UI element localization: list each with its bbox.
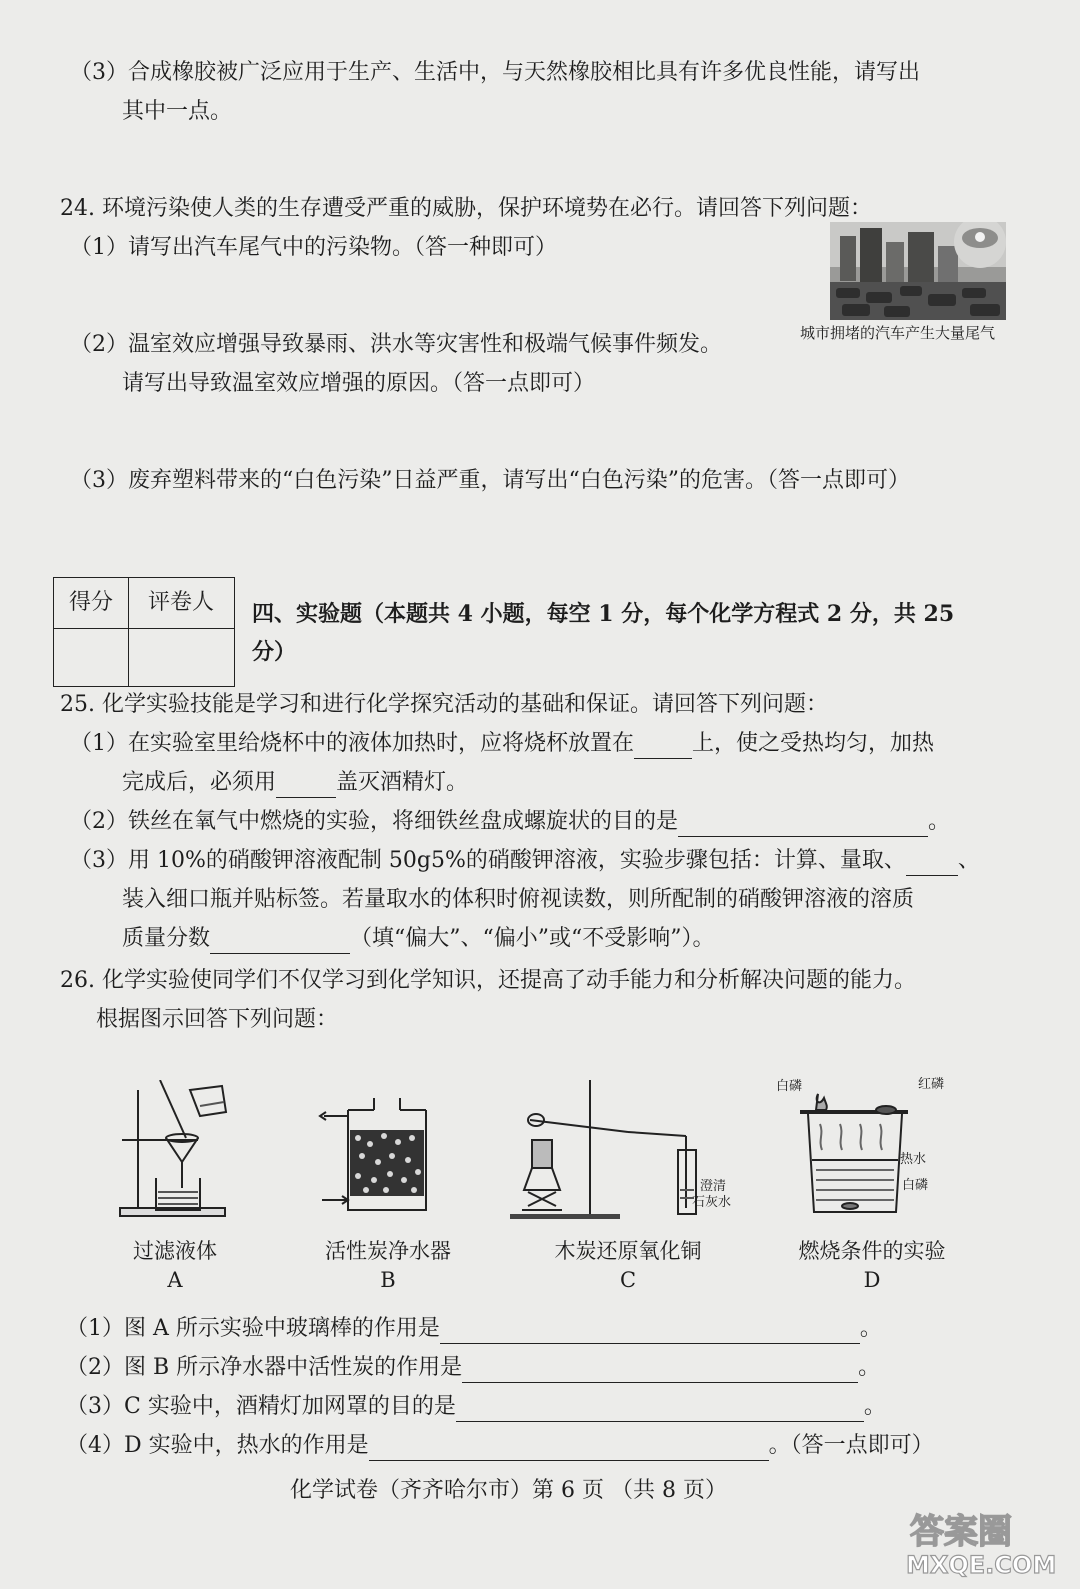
q23-3-line1: （3）合成橡胶被广泛应用于生产、生活中，与天然橡胶相比具有许多优良性能，请写出 [70,60,920,85]
q24-part2-line1: （2）温室效应增强导致暴雨、洪水等灾害性和极端气候事件频发。 [70,332,722,357]
q26-stem-line1: 26. 化学实验使同学们不仅学习到化学知识，还提高了动手能力和分析解决问题的能力。 [60,968,916,993]
answer-blank[interactable] [462,1360,858,1383]
answer-blank[interactable] [634,736,692,759]
q24-part3: （3）废弃塑料带来的“白色污染”日益严重，请写出“白色污染”的危害。（答一点即可） [70,468,910,493]
q25-stem: 25. 化学实验技能是学习和进行化学探究活动的基础和保证。请回答下列问题： [60,692,828,717]
q26-p1-text-a: （1）图 A 所示实验中玻璃棒的作用是 [66,1316,440,1341]
q25-part3-line2: 装入细口瓶并贴标签。若量取水的体积时俯视读数，则所配制的硝酸钾溶液的溶质 [122,887,915,912]
q25-part3-line3 [122,924,715,954]
q23-3-line2: 其中一点。 [122,99,233,124]
q26-part4 [66,1431,934,1461]
traffic-photo [830,222,1006,320]
answer-blank[interactable] [456,1399,864,1422]
q25-part1-line2 [122,768,468,798]
score-header: 得分 [68,590,113,615]
q26-p2-text-b: 。 [858,1355,881,1380]
fig-a-letter: A [167,1268,183,1292]
q26-part3 [66,1392,886,1422]
q25-part2 [70,807,950,837]
page-footer: 化学试卷（齐齐哈尔市）第 6 页 （共 8 页） [290,1478,727,1503]
grader-header: 评卷人 [147,590,214,615]
q26-p3-text-b: 。 [863,1394,886,1419]
q26-p3-text-a: （3）C 实验中，酒精灯加网罩的目的是 [66,1394,456,1419]
q25-p3-text-b: 、 [957,848,980,873]
q24-stem: 24. 环境污染使人类的生存遭受严重的威胁，保护环境势在必行。请回答下列问题： [60,196,872,221]
section4-title-line1: 四、实验题（本题共 4 小题，每空 1 分，每个化学方程式 2 分，共 25 [252,601,955,627]
q26-stem-line2: 根据图示回答下列问题： [96,1007,339,1032]
q25-p2-text-a: （2）铁丝在氧气中燃烧的实验，将细铁丝盘成螺旋状的目的是 [70,809,678,834]
watermark-logo [902,1503,1062,1581]
photo-caption: 城市拥堵的汽车产生大量尾气 [800,324,996,342]
q25-p3-text-e: （填“偏大”、“偏小”或“不受影响”）。 [350,926,715,951]
fig-d-label-hot-water: 热水 [900,1152,927,1167]
fig-c-caption: 木炭还原氧化铜 [554,1239,702,1263]
answer-blank[interactable] [369,1438,769,1461]
q25-p2-text-b: 。 [928,809,951,834]
score-table [53,577,235,687]
q25-p1-text-a: （1）在实验室里给烧杯中的液体加热时，应将烧杯放置在 [70,731,634,756]
fig-c-label-limewater2: 石灰水 [692,1195,732,1210]
fig-c-letter: C [619,1268,637,1292]
q25-p3-text-a: （3）用 10%的硝酸钾溶液配制 50g5%的硝酸钾溶液，实验步骤包括：计算、量取、 [70,848,906,873]
fig-d-label-white-phosphorus-top: 白磷 [776,1079,803,1094]
fig-b-caption: 活性炭净水器 [325,1239,451,1263]
answer-blank[interactable] [276,775,336,798]
q26-part2 [66,1353,880,1383]
q25-p1-text-c: 完成后，必须用 [122,770,277,795]
fig-d-label-red-phosphorus: 红磷 [918,1077,945,1092]
fig-d-letter: D [863,1268,881,1292]
q25-p3-text-d: 质量分数 [122,926,211,951]
answer-blank[interactable] [440,1321,860,1344]
q25-p1-text-d: 盖灭酒精灯。 [336,770,469,795]
fig-a-caption: 过滤液体 [133,1239,217,1263]
q26-part1 [66,1314,882,1344]
figure-b-purifier [318,1080,438,1220]
fig-d-caption: 燃烧条件的实验 [798,1239,946,1263]
q26-p4-text-b: 。（答一点即可） [768,1433,934,1458]
watermark-text: MXQE.COM [906,1551,1057,1579]
answer-blank[interactable] [906,853,958,876]
q24-part1: （1）请写出汽车尾气中的污染物。（答一种即可） [70,235,557,260]
q25-part1-line1 [70,729,934,759]
section4-title-line2: 分） [252,639,297,665]
q26-p2-text-a: （2）图 B 所示净水器中活性炭的作用是 [66,1355,463,1380]
svg-text:答案圈: 答案圈 [910,1512,1012,1552]
q24-part2-line2: 请写出导致温室效应增强的原因。（答一点即可） [122,371,596,396]
fig-b-letter: B [380,1268,396,1292]
fig-d-label-white-phosphorus-bottom: 白磷 [902,1178,929,1193]
q25-part3-line1 [70,846,980,876]
answer-blank[interactable] [678,814,928,837]
figure-a-filtration [110,1080,240,1220]
answer-blank[interactable] [210,931,350,954]
q25-p1-text-b: 上，使之受热均匀，加热 [692,731,935,756]
q26-p1-text-b: 。 [859,1316,882,1341]
q26-p4-text-a: （4）D 实验中，热水的作用是 [66,1433,369,1458]
fig-c-label-limewater1: 澄清 [700,1179,727,1194]
